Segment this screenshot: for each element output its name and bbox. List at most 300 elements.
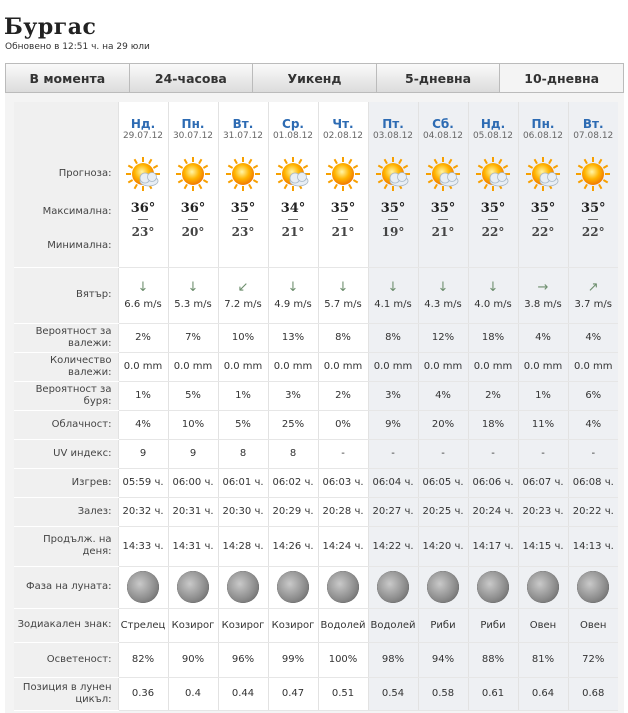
day-date: 06.08.12: [522, 130, 564, 141]
tab-5-day[interactable]: 5-дневна: [377, 64, 501, 92]
row-label-wind: Вятър:: [14, 267, 118, 323]
max-temp: 36°: [130, 201, 156, 216]
wind-direction-icon: ↓: [137, 279, 149, 295]
lunar-cell: 0.36: [118, 677, 168, 710]
precip-cell: 13%: [268, 323, 318, 352]
wind-speed: 5.7 m/s: [324, 298, 362, 310]
forecast-table: [14, 102, 618, 711]
uv-cell: -: [518, 439, 568, 468]
wind-speed: 3.8 m/s: [524, 298, 562, 310]
sunset-cell: 20:27 ч.: [368, 497, 418, 526]
moon-phase-icon: [477, 571, 509, 603]
sunrise-cell: 06:03 ч.: [318, 468, 368, 497]
wind-direction-icon: ↓: [487, 279, 499, 295]
storm-cell: 3%: [368, 381, 418, 410]
max-cell: [168, 199, 218, 225]
amount-cell: 0.0 mm: [218, 352, 268, 381]
zodiac-cell: Козирог: [268, 608, 318, 642]
sunrise-cell: 06:04 ч.: [368, 468, 418, 497]
max-cell: [568, 199, 618, 225]
wind-direction-icon: ↓: [287, 279, 299, 295]
length-cell: 14:17 ч.: [468, 526, 518, 566]
length-cell: 14:22 ч.: [368, 526, 418, 566]
row-sunset: [14, 497, 618, 526]
wind-speed: 4.1 m/s: [374, 298, 412, 310]
max-cell: [418, 199, 468, 225]
row-sunrise: [14, 468, 618, 497]
wind-direction-icon: ↓: [187, 279, 199, 295]
tab-24-hour[interactable]: 24-часова: [130, 64, 254, 92]
row-cloud: [14, 410, 618, 439]
sunrise-cell: 06:05 ч.: [418, 468, 468, 497]
illum-cell: 100%: [318, 642, 368, 677]
sunrise-cell: 06:06 ч.: [468, 468, 518, 497]
amount-cell: 0.0 mm: [268, 352, 318, 381]
page-title: Бургас: [4, 14, 97, 40]
lunar-cell: 0.47: [268, 677, 318, 710]
day-name[interactable]: Нд.: [480, 116, 506, 131]
wind-direction-icon: ↓: [387, 279, 399, 295]
precip-cell: 8%: [318, 323, 368, 352]
sunset-cell: 20:24 ч.: [468, 497, 518, 526]
row-label-header: [14, 102, 118, 149]
wind-cell: [518, 267, 568, 323]
icon-cell: [168, 149, 218, 199]
cloud-cell: 25%: [268, 410, 318, 439]
wind-direction-icon: ↓: [437, 279, 449, 295]
cloud-cell: 0%: [318, 410, 368, 439]
max-cell: [518, 199, 568, 225]
cloud-cell: 10%: [168, 410, 218, 439]
wind-direction-icon: ↗: [587, 279, 599, 295]
length-cell: 14:13 ч.: [568, 526, 618, 566]
icon-cell: [468, 149, 518, 199]
sun-cloud-icon: [275, 156, 311, 192]
cloud-cell: 9%: [368, 410, 418, 439]
precip-cell: 8%: [368, 323, 418, 352]
sun-cloud-icon: [525, 156, 561, 192]
sun-cloud-icon: [375, 156, 411, 192]
precip-cell: 2%: [118, 323, 168, 352]
min-cell: [268, 225, 318, 267]
max-cell: [218, 199, 268, 225]
min-temp: 20°: [181, 225, 205, 239]
min-temp: 21°: [431, 225, 455, 239]
uv-cell: 8: [268, 439, 318, 468]
moon-cell: [168, 566, 218, 608]
storm-cell: 5%: [168, 381, 218, 410]
temp-divider: [338, 219, 348, 220]
sunrise-cell: 06:01 ч.: [218, 468, 268, 497]
day-name[interactable]: Нд.: [130, 116, 156, 131]
cloud-cell: 20%: [418, 410, 468, 439]
sun-icon: [575, 156, 611, 192]
uv-cell: -: [468, 439, 518, 468]
min-temp: 22°: [531, 225, 555, 239]
uv-cell: 9: [168, 439, 218, 468]
row-label-min: Минимална:: [14, 225, 118, 267]
sunrise-cell: 06:02 ч.: [268, 468, 318, 497]
illum-cell: 94%: [418, 642, 468, 677]
header-cell: [568, 102, 618, 149]
sun-icon: [325, 156, 361, 192]
wind-direction-icon: →: [537, 279, 549, 295]
max-temp: 36°: [180, 201, 206, 216]
max-cell: [368, 199, 418, 225]
day-date: 01.08.12: [272, 130, 314, 141]
moon-phase-icon: [227, 571, 259, 603]
temp-divider: [538, 219, 548, 220]
wind-cell: [268, 267, 318, 323]
header-cell: [518, 102, 568, 149]
temp-divider: [238, 219, 248, 220]
moon-lit-part: [577, 571, 609, 603]
min-temp: 23°: [131, 225, 155, 239]
sunset-cell: 20:28 ч.: [318, 497, 368, 526]
wind-speed: 4.9 m/s: [274, 298, 312, 310]
lunar-cell: 0.61: [468, 677, 518, 710]
lunar-cell: 0.68: [568, 677, 618, 710]
max-temp: 35°: [480, 201, 506, 216]
lunar-cell: 0.44: [218, 677, 268, 710]
min-cell: [418, 225, 468, 267]
max-cell: [318, 199, 368, 225]
moon-phase-icon: [577, 571, 609, 603]
row-label-cloud: Облачност:: [14, 410, 118, 439]
row-storm: [14, 381, 618, 410]
moon-phase-icon: [527, 571, 559, 603]
moon-cell: [118, 566, 168, 608]
row-label-icon: Прогноза:: [14, 149, 118, 199]
min-temp: 22°: [481, 225, 505, 239]
sunset-cell: 20:25 ч.: [418, 497, 468, 526]
moon-lit-part: [527, 571, 559, 603]
moon-cell: [418, 566, 468, 608]
row-label-length: Продълж. на деня:: [14, 526, 118, 566]
header-cell: [268, 102, 318, 149]
sunset-cell: 20:22 ч.: [568, 497, 618, 526]
sunrise-cell: 06:08 ч.: [568, 468, 618, 497]
lunar-cell: 0.64: [518, 677, 568, 710]
length-cell: 14:31 ч.: [168, 526, 218, 566]
row-label-max: Максимална:: [14, 199, 118, 225]
zodiac-cell: Овен: [568, 608, 618, 642]
wind-speed: 7.2 m/s: [224, 298, 262, 310]
storm-cell: 2%: [468, 381, 518, 410]
lunar-cell: 0.54: [368, 677, 418, 710]
day-name[interactable]: Чт.: [332, 116, 354, 131]
illum-cell: 98%: [368, 642, 418, 677]
forecast-panel: [5, 93, 624, 713]
row-header: [14, 102, 618, 149]
cloud-cell: 11%: [518, 410, 568, 439]
illum-cell: 82%: [118, 642, 168, 677]
moon-cell: [568, 566, 618, 608]
illum-cell: 99%: [268, 642, 318, 677]
amount-cell: 0.0 mm: [368, 352, 418, 381]
illum-cell: 90%: [168, 642, 218, 677]
storm-cell: 1%: [518, 381, 568, 410]
row-min: [14, 225, 618, 267]
uv-cell: -: [418, 439, 468, 468]
row-label-uv: UV индекс:: [14, 439, 118, 468]
moon-phase-icon: [427, 571, 459, 603]
tab-now[interactable]: В момента: [6, 64, 130, 92]
length-cell: 14:20 ч.: [418, 526, 468, 566]
precip-cell: 7%: [168, 323, 218, 352]
cloud-cell: 4%: [118, 410, 168, 439]
header-cell: [118, 102, 168, 149]
max-temp: 34°: [280, 201, 306, 216]
min-temp: 23°: [231, 225, 255, 239]
moon-phase-icon: [127, 571, 159, 603]
header-cell: [168, 102, 218, 149]
max-temp: 35°: [230, 201, 256, 216]
lunar-cell: 0.4: [168, 677, 218, 710]
moon-phase-icon: [377, 571, 409, 603]
row-illum: [14, 642, 618, 677]
max-cell: [268, 199, 318, 225]
row-label-lunar: Позиция в лунен цикъл:: [14, 677, 118, 710]
icon-cell: [418, 149, 468, 199]
max-cell: [468, 199, 518, 225]
cloud-cell: 5%: [218, 410, 268, 439]
row-label-precip: Вероятност за валежи:: [14, 323, 118, 352]
illum-cell: 88%: [468, 642, 518, 677]
row-precip: [14, 323, 618, 352]
day-date: 30.07.12: [172, 130, 214, 141]
storm-cell: 2%: [318, 381, 368, 410]
storm-cell: 1%: [118, 381, 168, 410]
zodiac-cell: Стрелец: [118, 608, 168, 642]
icon-cell: [518, 149, 568, 199]
day-date: 03.08.12: [372, 130, 414, 141]
temp-divider: [138, 219, 148, 220]
wind-cell: [418, 267, 468, 323]
moon-lit-part: [377, 571, 409, 603]
day-name[interactable]: Пт.: [382, 116, 404, 131]
header-cell: [368, 102, 418, 149]
precip-cell: 4%: [568, 323, 618, 352]
tab-10-day[interactable]: 10-дневна: [500, 64, 623, 92]
precip-cell: 4%: [518, 323, 568, 352]
wind-speed: 4.3 m/s: [424, 298, 462, 310]
length-cell: 14:28 ч.: [218, 526, 268, 566]
storm-cell: 6%: [568, 381, 618, 410]
zodiac-cell: Овен: [518, 608, 568, 642]
moon-lit-part: [277, 571, 309, 603]
updated-timestamp: Обновено в 12:51 ч. на 29 юли: [5, 42, 150, 52]
moon-cell: [518, 566, 568, 608]
row-icon: [14, 149, 618, 199]
min-cell: [518, 225, 568, 267]
zodiac-cell: Козирог: [168, 608, 218, 642]
precip-cell: 12%: [418, 323, 468, 352]
amount-cell: 0.0 mm: [568, 352, 618, 381]
day-name[interactable]: Вт.: [582, 116, 604, 131]
moon-lit-part: [227, 571, 259, 603]
row-label-moon: Фаза на луната:: [14, 566, 118, 608]
moon-lit-part: [127, 571, 159, 603]
max-temp: 35°: [380, 201, 406, 216]
row-wind: [14, 267, 618, 323]
icon-cell: [118, 149, 168, 199]
row-lunar: [14, 677, 618, 710]
max-temp: 35°: [580, 201, 606, 216]
sunset-cell: 20:29 ч.: [268, 497, 318, 526]
max-temp: 35°: [530, 201, 556, 216]
header-cell: [468, 102, 518, 149]
zodiac-cell: Водолей: [368, 608, 418, 642]
sunrise-cell: 06:07 ч.: [518, 468, 568, 497]
day-name[interactable]: Ср.: [282, 116, 304, 131]
moon-cell: [268, 566, 318, 608]
min-temp: 19°: [381, 225, 405, 239]
moon-cell: [468, 566, 518, 608]
uv-cell: 9: [118, 439, 168, 468]
row-label-sunrise: Изгрев:: [14, 468, 118, 497]
row-label-storm: Вероятност за буря:: [14, 381, 118, 410]
wind-cell: [168, 267, 218, 323]
sun-icon: [225, 156, 261, 192]
amount-cell: 0.0 mm: [318, 352, 368, 381]
min-cell: [218, 225, 268, 267]
wind-cell: [118, 267, 168, 323]
moon-cell: [368, 566, 418, 608]
moon-phase-icon: [277, 571, 309, 603]
row-max: [14, 199, 618, 225]
wind-cell: [318, 267, 368, 323]
wind-cell: [568, 267, 618, 323]
tab-weekend[interactable]: Уикенд: [253, 64, 377, 92]
header-cell: [318, 102, 368, 149]
sunrise-cell: 06:00 ч.: [168, 468, 218, 497]
wind-direction-icon: ↙: [237, 279, 249, 295]
lunar-cell: 0.51: [318, 677, 368, 710]
max-temp: 35°: [430, 201, 456, 216]
row-label-illum: Осветеност:: [14, 642, 118, 677]
amount-cell: 0.0 mm: [518, 352, 568, 381]
icon-cell: [568, 149, 618, 199]
row-label-sunset: Залез:: [14, 497, 118, 526]
cloud-cell: 18%: [468, 410, 518, 439]
precip-cell: 10%: [218, 323, 268, 352]
temp-divider: [438, 219, 448, 220]
min-temp: 21°: [281, 225, 305, 239]
sunset-cell: 20:30 ч.: [218, 497, 268, 526]
cloud-cell: 4%: [568, 410, 618, 439]
uv-cell: -: [368, 439, 418, 468]
moon-lit-part: [327, 571, 359, 603]
day-date: 07.08.12: [573, 130, 614, 141]
min-temp: 22°: [581, 225, 605, 239]
day-date: 29.07.12: [122, 130, 164, 141]
zodiac-cell: Водолей: [318, 608, 368, 642]
storm-cell: 1%: [218, 381, 268, 410]
max-temp: 35°: [330, 201, 356, 216]
sun-cloud-icon: [125, 156, 161, 192]
temp-divider: [388, 219, 398, 220]
icon-cell: [368, 149, 418, 199]
row-length: [14, 526, 618, 566]
icon-cell: [218, 149, 268, 199]
moon-phase-icon: [177, 571, 209, 603]
min-cell: [568, 225, 618, 267]
storm-cell: 3%: [268, 381, 318, 410]
precip-cell: 18%: [468, 323, 518, 352]
day-date: 05.08.12: [472, 130, 514, 141]
row-amount: [14, 352, 618, 381]
moon-cell: [218, 566, 268, 608]
wind-speed: 4.0 m/s: [474, 298, 512, 310]
moon-phase-icon: [327, 571, 359, 603]
moon-lit-part: [177, 571, 209, 603]
wind-cell: [368, 267, 418, 323]
zodiac-cell: Риби: [418, 608, 468, 642]
length-cell: 14:26 ч.: [268, 526, 318, 566]
row-uv: [14, 439, 618, 468]
min-cell: [368, 225, 418, 267]
zodiac-cell: Риби: [468, 608, 518, 642]
min-cell: [318, 225, 368, 267]
uv-cell: 8: [218, 439, 268, 468]
temp-divider: [288, 219, 298, 220]
uv-cell: -: [568, 439, 618, 468]
sun-cloud-icon: [475, 156, 511, 192]
amount-cell: 0.0 mm: [418, 352, 468, 381]
day-name[interactable]: Пн.: [531, 116, 555, 131]
length-cell: 14:15 ч.: [518, 526, 568, 566]
forecast-tabs: [5, 63, 624, 93]
day-date: 31.07.12: [222, 130, 264, 141]
wind-cell: [218, 267, 268, 323]
day-name[interactable]: Сб.: [432, 116, 454, 131]
illum-cell: 81%: [518, 642, 568, 677]
wind-speed: 3.7 m/s: [574, 298, 612, 310]
illum-cell: 72%: [568, 642, 618, 677]
sun-icon: [175, 156, 211, 192]
lunar-cell: 0.58: [418, 677, 468, 710]
storm-cell: 4%: [418, 381, 468, 410]
min-temp: 21°: [331, 225, 355, 239]
day-name[interactable]: Вт.: [232, 116, 254, 131]
length-cell: 14:33 ч.: [118, 526, 168, 566]
wind-speed: 6.6 m/s: [124, 298, 162, 310]
day-date: 02.08.12: [322, 130, 364, 141]
min-cell: [168, 225, 218, 267]
day-name[interactable]: Пн.: [181, 116, 205, 131]
icon-cell: [268, 149, 318, 199]
amount-cell: 0.0 mm: [468, 352, 518, 381]
max-cell: [118, 199, 168, 225]
temp-divider: [188, 219, 198, 220]
temp-divider: [488, 219, 498, 220]
length-cell: 14:24 ч.: [318, 526, 368, 566]
moon-lit-part: [427, 571, 459, 603]
zodiac-cell: Козирог: [218, 608, 268, 642]
row-zodiac: [14, 608, 618, 642]
sunset-cell: 20:32 ч.: [118, 497, 168, 526]
amount-cell: 0.0 mm: [118, 352, 168, 381]
moon-cell: [318, 566, 368, 608]
row-label-zodiac: Зодиакален знак:: [14, 608, 118, 642]
row-label-amount: Количество валежи:: [14, 352, 118, 381]
amount-cell: 0.0 mm: [168, 352, 218, 381]
min-cell: [468, 225, 518, 267]
illum-cell: 96%: [218, 642, 268, 677]
sun-cloud-icon: [425, 156, 461, 192]
sunset-cell: 20:23 ч.: [518, 497, 568, 526]
